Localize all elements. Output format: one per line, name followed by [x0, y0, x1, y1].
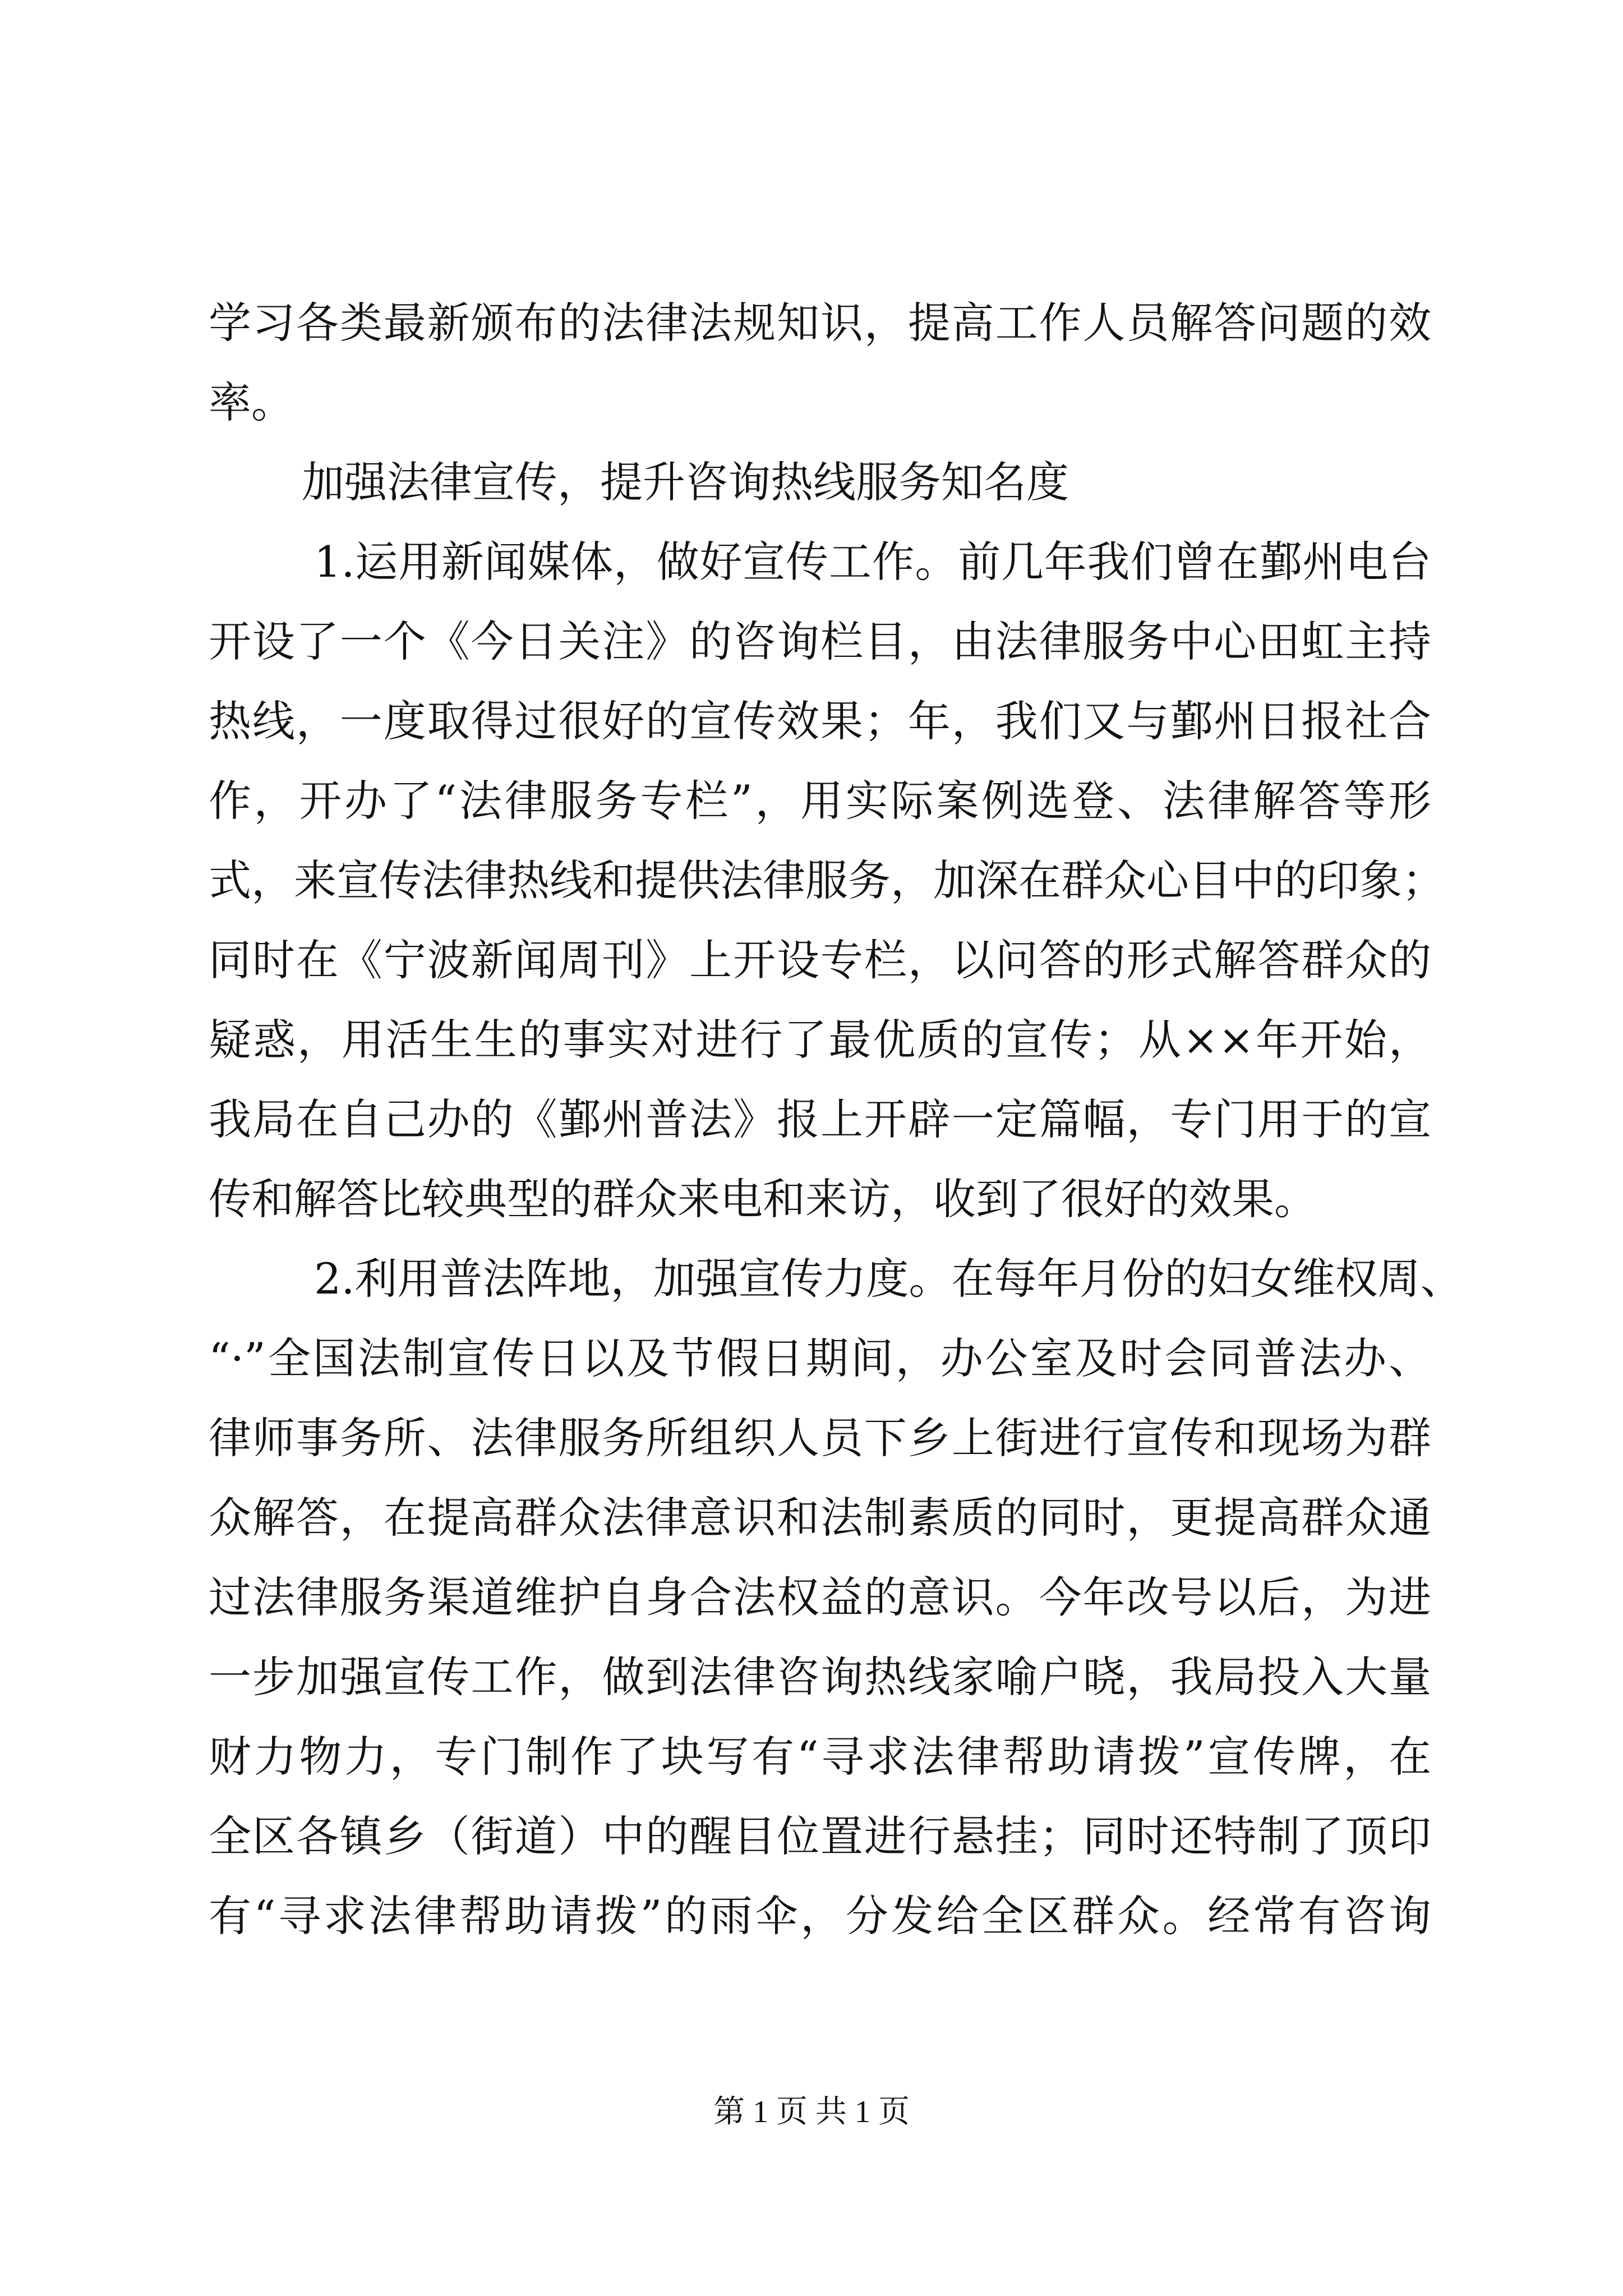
section-heading: 加强法律宣传，提升咨询热线服务知名度 [302, 457, 1069, 507]
paragraph-2-line-4: 众解答，在提高群众法律意识和法制素质的同时，更提高群众通 [209, 1493, 1431, 1543]
paragraph-2-line-5: 过法律服务渠道维护自身合法权益的意识。今年改号以后，为进 [209, 1572, 1431, 1622]
paragraph-1-line-6: 同时在《宁波新闻周刊》上开设专栏，以问答的形式解答群众的 [209, 935, 1431, 985]
paragraph-2-line-8: 全区各镇乡（街道）中的醒目位置进行悬挂；同时还特制了顶印 [209, 1811, 1431, 1861]
paragraph-1-line-5: 式，来宣传法律热线和提供法律服务，加深在群众心目中的印象； [209, 855, 1445, 905]
paragraph-2-line-2: “·”全国法制宣传日以及节假日期间，办公室及时会同普法办、 [209, 1333, 1431, 1383]
text-line-2: 率。 [209, 378, 294, 427]
paragraph-1-line-8: 我局在自己办的《鄞州普法》报上开辟一定篇幅，专门用于的宣 [209, 1094, 1431, 1144]
paragraph-1-line-7: 疑惑，用活生生的事实对进行了最优质的宣传；从××年开始， [209, 1015, 1431, 1065]
paragraph-1-line-1: 1.运用新闻媒体，做好宣传工作。前几年我们曾在鄞州电台 [314, 537, 1431, 587]
paragraph-2-line-7: 财力物力，专门制作了块写有“寻求法律帮助请拨”宣传牌，在 [209, 1732, 1431, 1782]
paragraph-2-line-3: 律师事务所、法律服务所组织人员下乡上街进行宣传和现场为群 [209, 1413, 1431, 1463]
paragraph-1-line-3: 热线，一度取得过很好的宣传效果；年，我们又与鄞州日报社合 [209, 696, 1431, 746]
paragraph-2-line-9: 有“寻求法律帮助请拨”的雨伞，分发给全区群众。经常有咨询 [209, 1891, 1431, 1941]
paragraph-2-line-1: 2.利用普法阵地，加强宣传力度。在每年月份的妇女维权周、 [314, 1254, 1463, 1304]
paragraph-2-line-6: 一步加强宣传工作，做到法律咨询热线家喻户晓，我局投入大量 [209, 1652, 1431, 1702]
paragraph-1-line-4: 作，开办了“法律服务专栏”，用实际案例选登、法律解答等形 [209, 776, 1431, 826]
paragraph-1-line-9: 传和解答比较典型的群众来电和来访，收到了很好的效果。 [209, 1174, 1317, 1224]
text-line-1: 学习各类最新颁布的法律法规知识，提高工作人员解答问题的效 [209, 298, 1431, 348]
page-footer: 第 1 页 共 1 页 [713, 2095, 910, 2129]
paragraph-1-line-2: 开设了一个《今日关注》的咨询栏目，由法律服务中心田虹主持 [209, 616, 1431, 666]
